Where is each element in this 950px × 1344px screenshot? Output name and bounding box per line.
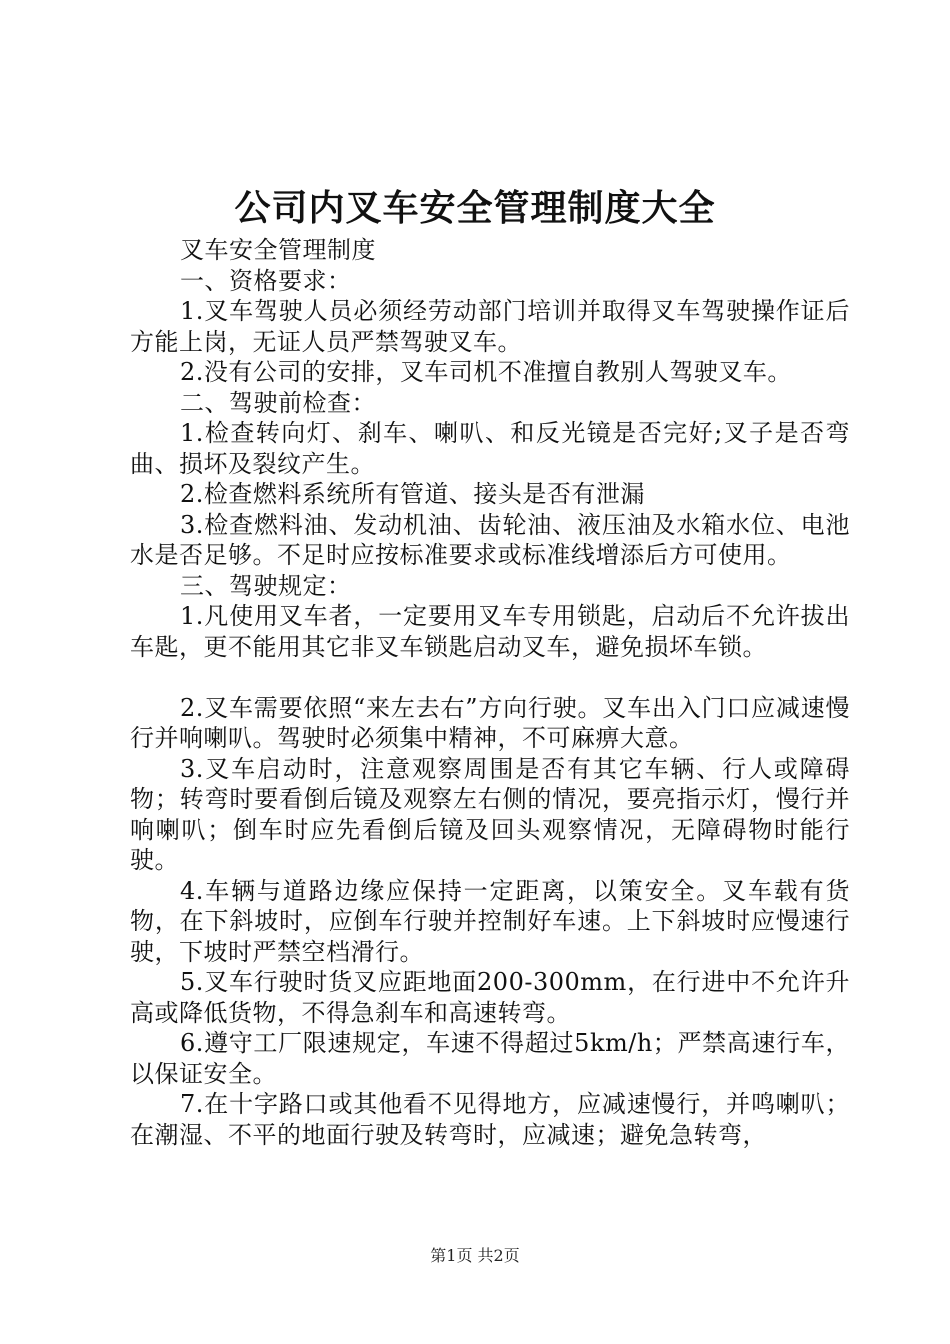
paragraph: 2.检查燃料系统所有管道、接头是否有泄漏 (180, 480, 645, 508)
document-title: 公司内叉车安全管理制度大全 (234, 187, 716, 229)
section-heading: 叉车安全管理制度 (180, 236, 376, 264)
paragraph: 3.叉车启动时，注意观察周围是否有其它车辆、行人或障碍物；转弯时要看倒后镜及观察左右侧的情况，要亮指示灯，慢行并响喇叭；倒车时应先看倒后镜及回头观察情况，无障碍物时能行驶。 (130, 754, 850, 874)
blank-line (130, 662, 850, 693)
page-footer: 第1页 共2页 (430, 1246, 520, 1265)
paragraph: 3.检查燃料油、发动机油、齿轮油、液压油及水箱水位、电池水是否足够。不足时应按标准要求或标准线增添后方可使用。 (130, 510, 850, 569)
paragraph: 2.没有公司的安排，叉车司机不准擅自教别人驾驶叉车。 (180, 358, 792, 386)
subsection-heading: 三、驾驶规定： (180, 571, 352, 600)
subsection-heading: 二、驾驶前检查： (180, 388, 376, 417)
paragraph: 7.在十字路口或其他看不见得地方，应减速慢行，并鸣喇叭；在潮湿、不平的地面行驶及转弯时，应减速；避免急转弯， (130, 1090, 850, 1149)
paragraph: 1.叉车驾驶人员必须经劳动部门培训并取得叉车驾驶操作证后方能上岗，无证人员严禁驾驶叉车。 (130, 297, 850, 356)
subsection-heading: 一、资格要求： (180, 266, 352, 295)
paragraph: 1.凡使用叉车者，一定要用叉车专用锁匙，启动后不允许拔出车匙，更不能用其它非叉车锁匙启动叉车，避免损坏车锁。 (130, 602, 850, 661)
document-body (130, 235, 850, 1150)
paragraph: 1.检查转向灯、刹车、喇叭、和反光镜是否完好;叉子是否弯曲、损坏及裂纹产生。 (130, 419, 850, 478)
paragraph: 5.叉车行驶时货叉应距地面200-300mm，在行进中不允许升高或降低货物，不得急刹车和高速转弯。 (130, 968, 850, 1027)
paragraph: 2.叉车需要依照“来左去右”方向行驶。叉车出入门口应减速慢行并响喇叭。驾驶时必须集中精神，不可麻痹大意。 (130, 693, 850, 752)
paragraph: 6.遵守工厂限速规定，车速不得超过5km/h；严禁高速行车，以保证安全。 (130, 1029, 850, 1088)
paragraph: 4.车辆与道路边缘应保持一定距离，以策安全。叉车载有货物，在下斜坡时，应倒车行驶并控制好车速。上下斜坡时应慢速行驶，下坡时严禁空档滑行。 (130, 876, 850, 966)
